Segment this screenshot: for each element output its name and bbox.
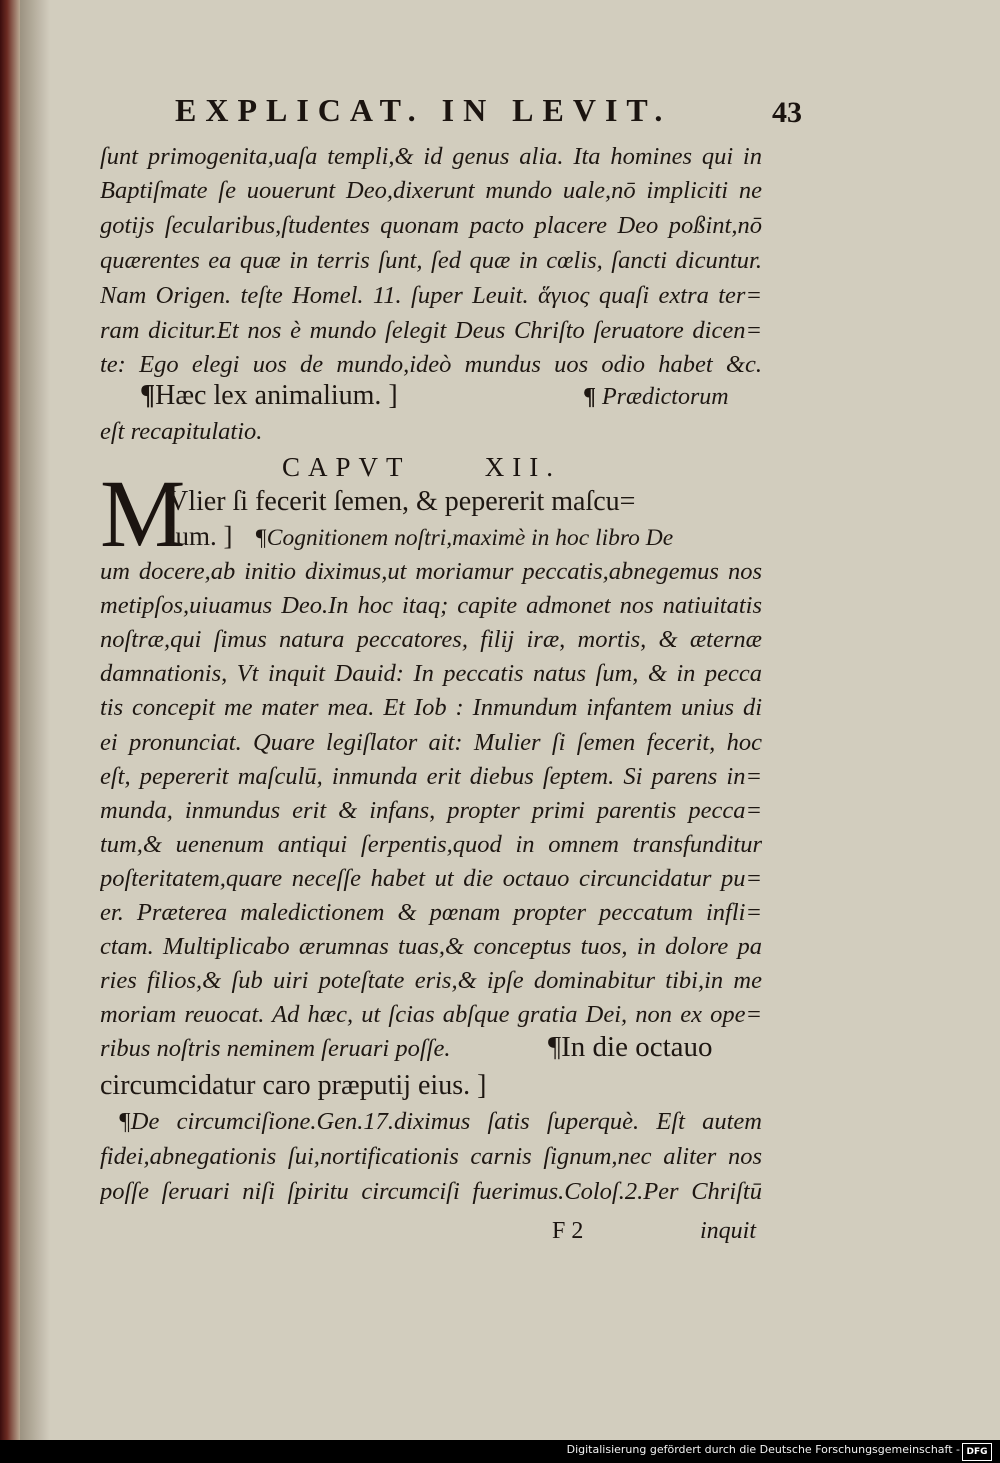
signature-mark: F 2 (552, 1218, 584, 1244)
text-line: ¶De circumciſione.Gen.17.diximus ſatis ſuperquè. Eſt autem (118, 1108, 762, 1135)
text-line: tis concepit me mater mea. Et Iob : Inmundum infantem unius di (100, 694, 762, 721)
text-line: quærentes ea quæ in terris ſunt, ſed quæ in cœlis, ſancti dicuntur. (100, 247, 762, 274)
text-line: eſt recapitulatio. (100, 418, 263, 445)
gloss-text (583, 384, 729, 411)
chapter-label: CAPVT (282, 452, 411, 482)
text-line: fidei,abnegationis ſui,nortificationis carnis ſignum,nec aliter nos (100, 1143, 762, 1170)
text-line: Baptiſmate ſe uouerunt Deo,dixerunt mundo uale,nō impliciti ne (100, 177, 762, 204)
lemma-line (140, 380, 762, 416)
text-line: gotijs ſecularibus,ſtudentes quonam pacto placere Deo poßint,nō (100, 212, 762, 239)
footer-bar (0, 1440, 1000, 1463)
chapter-opening-line: Vlier ſi fecerit ſemen, & pepererit maſcu= (168, 486, 636, 517)
text-line: eſt, pepererit maſculū, inmunda erit diebus ſeptem. Si parens in= (100, 763, 762, 790)
text-line: ei pronunciat. Quare legiſlator ait: Mulier ſi ſemen fecerit, hoc (100, 729, 762, 756)
running-title: EXPLICAT. IN LEVIT. (175, 92, 672, 128)
lemma-text: ¶In die octauo (548, 1031, 713, 1063)
text-line: metipſos,uiuamus Deo.In hoc itaq; capite admonet nos natiuitatis (100, 592, 762, 619)
dfg-logo-icon: DFG (962, 1443, 992, 1461)
text-line: er. Præterea maledictionem & pœnam propter peccatum infli= (100, 899, 762, 926)
chapter-second-line (168, 521, 762, 557)
gloss-word: Prædictorum (601, 384, 729, 410)
lemma-text: Hæc lex animalium. ] (155, 380, 398, 411)
drop-initial: M (100, 460, 186, 567)
chapter-heading (282, 452, 612, 483)
text-line: munda, inmundus erit & infans, propter primi parentis pecca= (100, 797, 762, 824)
pilcrow-mark: ¶ (140, 380, 156, 411)
pilcrow-mark: ¶ (583, 384, 596, 410)
text-line: poſteritatem,quare neceſſe habet ut die octauo circuncidatur pu= (100, 865, 762, 892)
text-line: te: Ego elegi uos de mundo,ideò mundus uos odio habet &c. (100, 351, 762, 378)
gloss-text: ¶Cognitionem noſtri,maximè in hoc libro De (254, 525, 674, 551)
text-line: ries filios,& ſub uiri poteſtate eris,& ipſe dominabitur tibi,in me (100, 967, 762, 994)
text-line: poſſe ſeruari niſi ſpiritu circumciſi fuerimus.Coloſ.2.Per Chriſtū (100, 1178, 762, 1205)
text-line: noſtræ,qui ſimus natura peccatores, filij iræ, mortis, & æternæ (100, 626, 762, 653)
funding-credit: Digitalisierung gefördert durch die Deutsche Forschungsgemeinschaft - (566, 1443, 960, 1456)
text-line: damnationis, Vt inquit Dauid: In peccatis natus ſum, & in pecca (100, 660, 762, 687)
catchword: inquit (700, 1218, 757, 1244)
text-line: um docere,ab initio diximus,ut moriamur peccatis,abnegemus nos (100, 558, 762, 585)
text-line: tum,& uenenum antiqui ſerpentis,quod in omnem transfunditur (100, 831, 762, 858)
page-number: 43 (772, 96, 802, 129)
lemma-continuation: circumcidatur caro præputij eius. ] (100, 1070, 487, 1101)
text-line-end: ribus noſtris neminem ſeruari poſſe. (100, 1035, 451, 1062)
text-line: ſunt primogenita,uaſa templi,& id genus alia. Ita homines qui in (100, 143, 762, 170)
book-spine (0, 0, 20, 1440)
gutter-shadow (20, 0, 50, 1440)
text-line: Nam Origen. teſte Homel. 11. ſuper Leuit. ἅγιος quaſi extra ter= (100, 282, 762, 309)
text-line: moriam reuocat. Ad hæc, ut ſcias abſque gratia Dei, non ex ope= (100, 1001, 762, 1028)
text-line: ram dicitur.Et nos è mundo ſelegit Deus Chriſto ſeruatore dicen= (100, 317, 762, 344)
lemma-text: lum. ] (168, 521, 233, 551)
lemma-line (100, 1031, 762, 1071)
text-line: ctam. Multiplicabo ærumnas tuas,& conceptus tuos, in dolore pa (100, 933, 762, 960)
chapter-number: XII. (484, 452, 562, 482)
